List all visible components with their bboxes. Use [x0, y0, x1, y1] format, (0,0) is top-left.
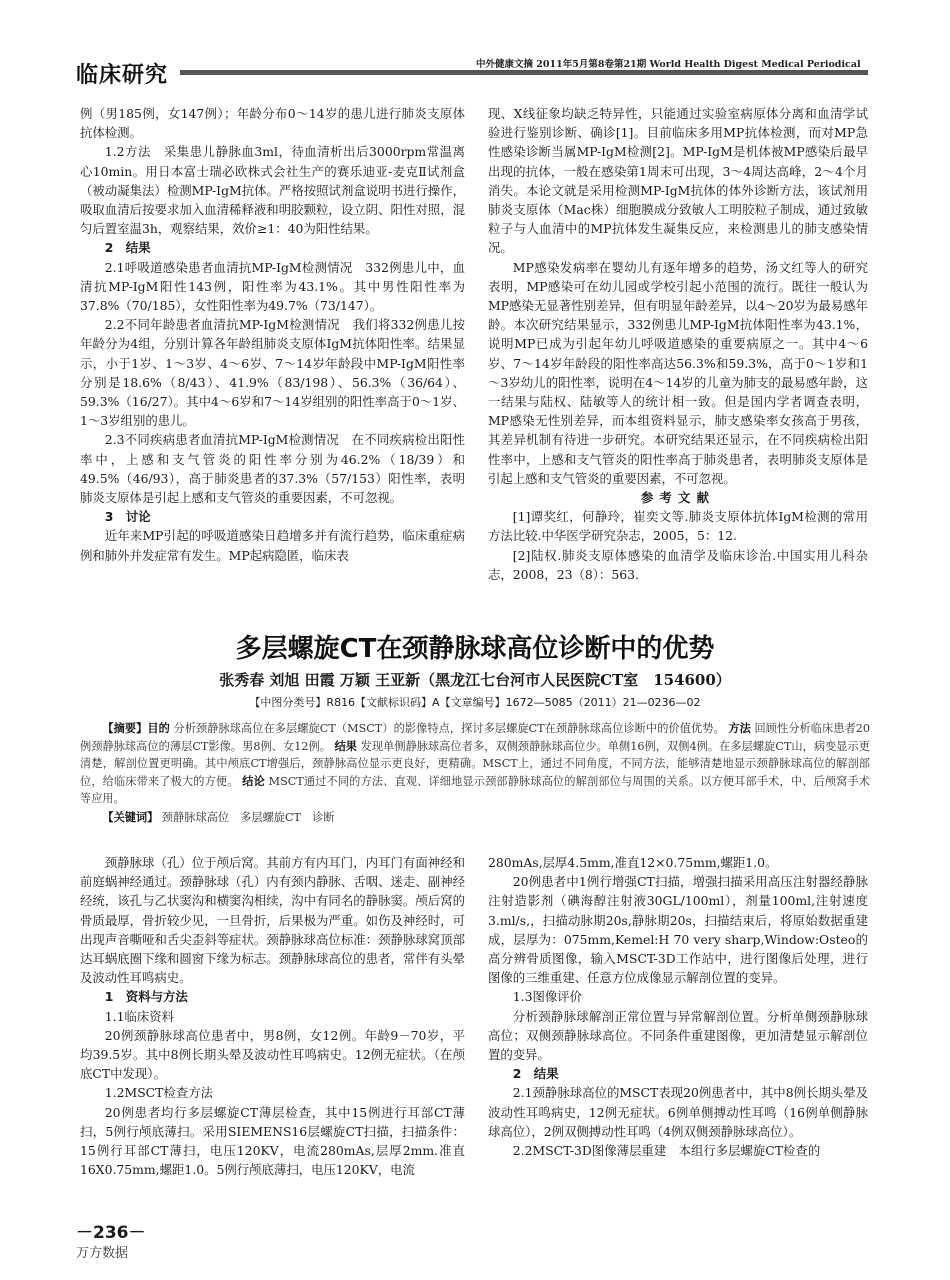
abstract-text	[80, 720, 870, 808]
bottom-left-column	[80, 853, 465, 1193]
page-number: －236－	[76, 1223, 146, 1243]
subsection-heading: 1.2MSCT检查方法	[104, 1085, 213, 1101]
header-rule	[180, 70, 868, 75]
watermark: 万方数据	[76, 1246, 129, 1261]
section-heading: 2 结果	[104, 240, 151, 256]
paragraph: 2.3不同疾病患者血清抗MP-IgM检测情况 在不同疾病检出阳性率中，上感和支气管炎的阳性率分别为46.2%（18/39）和49.5%（46/93），高于肺炎患者的37.3%（57/153）阳性率，表明肺炎支原体是引起上感和支气管炎的重要因素，不可忽视。	[80, 432, 465, 506]
abstract-conclusion: MSCT通过不同的方法、直观、详细地显示颈部静脉球高位的解剖部位与周围的关系。以方便耳部手术，中、后颅窝手术等应用。	[80, 774, 870, 805]
section-title: 临床研究	[76, 63, 169, 88]
paragraph: MP感染发病率在婴幼儿有逐年增多的趋势，汤文红等人的研究表明，MP感染可在幼儿园或学校引起小范围的流行。既往一般认为MP感染无显著性别差异，但有明显年龄差异，以4～20岁为最易感年龄。本次研究结果显示，332例患儿MP-IgM抗体阳性率为43.1%，说明MP已成为引起年幼儿呼吸道感染的重要病原之一。其中4～6岁、7～14岁年龄段的阳性率高达56.3%和59.3%，高于0～1岁和1～3岁幼儿的阳性率，说明在4～14岁的儿童为肺支的最易感年龄，这一结果与陆权、陆敏等人的统计相一致。但是国内学者调查表明，MP感染无性别差异，而本组资料显示，肺支感染率女孩高于男孩，其差异机制有待进一步研究。本研究结果还显示，在不同疾病检出阳性率中，上感和支气管炎的阳性率高于肺炎患者，表明肺炎支原体是引起上感和支气管炎的重要因素，不可忽视。	[488, 259, 868, 486]
paragraph: 分析颈静脉球解剖正常位置与异常解剖位置。分析单侧颈静脉球高位；双侧颈静脉球高位。不同条件重建图像，更加清楚显示解剖位置的变异。	[488, 1008, 868, 1063]
paragraph: 20例患者均行多层螺旋CT薄层检查，其中15例进行耳部CT薄扫，5例行颅底薄扫。采用SIEMENS16层螺旋CT扫描，扫描条件：15例行耳部CT薄扫，电压120KV，电流280mAs,层厚2mm.准直16X0.75mm,螺距1.0。5例行颅底薄扫，电压120KV，电流	[80, 1104, 465, 1178]
top-left-column	[80, 104, 465, 594]
paragraph: 20例颈静脉球高位患者中，男8例，女12例。年龄9－70岁，平均39.5岁。其中8例长期头晕及波动性耳鸣病史。12例无症状。（在颅底CT中发现）。	[80, 1027, 465, 1082]
abstract-result: 发现单侧静脉球高位者多，双侧颈静脉球高位少。单侧16例，双侧4例。在多层螺旋CT山，病变显示更清楚，解剖位置更明确。其中颅底CT增强后，颈静脉高位显示更良好，更精确。MSCT上，通过不同角度，不同方法，能够清楚地显示颈静脉球高位的解剖部位，给临床带来了极大的方便。	[80, 739, 870, 788]
journal-info: 中外健康文摘 2011年5月第8卷第21期 World Health Digest Medical Periodical	[476, 59, 861, 70]
keywords-text: 颈静脉球高位 多层螺旋CT 诊断	[161, 810, 335, 824]
paragraph: 现、X线征象均缺乏特异性，只能通过实验室病原体分离和血清学试验进行鉴别诊断、确诊[1]。目前临床多用MP抗体检测，而对MP急性感染诊断当属MP-IgM检测[2]。MP-IgM是机体被MP感染后最早出现的抗体，一般在感染第1周末可出现，3～4周达高峰，2～4个月消失。本论文就是采用检测MP-IgM抗体的体外诊断方法，该试剂用肺炎支原体（Mac株）细胞膜成分致敏人工明胶粒子制成，通过致敏粒子与人血清中的MP抗体发生凝集反应，来检测患儿的肺支感染情况。	[488, 106, 868, 256]
abstract-method: 回顾性分析临床患者20例颈静脉球高位的薄层CT影像。男8例、女12例。	[80, 722, 870, 753]
subsection-heading: 1.3图像评价	[512, 989, 583, 1005]
references-heading: 参考文献	[640, 490, 716, 506]
section-heading: 3 讨论	[104, 509, 151, 525]
article-authors: 张秀春 刘旭 田霞 万颖 王亚新（黑龙江七台河市人民医院CT室 154600）	[219, 671, 731, 689]
paragraph: 2.1颈静脉球高位的MSCT表现20例患者中，其中8例长期头晕及波动性耳鸣病史，12例无症状。6例单侧搏动性耳鸣（16例单侧静脉球高位），2例双侧搏动性耳鸣（4例双侧颈静脉球高位）。	[488, 1085, 868, 1139]
section-heading: 1 资料与方法	[104, 989, 188, 1005]
method-label: 方法	[728, 722, 751, 735]
keywords-label: 【关键词】	[102, 810, 159, 824]
abstract-purpose: 分析颈静脉球高位在多层螺旋CT（MSCT）的影像特点，探讨多层螺旋CT在颈静脉球高位诊断中的价值优势。	[173, 722, 725, 735]
result-label: 结果	[334, 739, 358, 753]
paragraph: 280mAs,层厚4.5mm,准直12×0.75mm,螺距1.0。	[488, 855, 778, 870]
reference-item: [2]陆权.肺炎支原体感染的血清学及临床诊治.中国实用儿科杂志，2008，23（8）：563.	[488, 547, 868, 582]
abstract-block	[80, 720, 870, 826]
article-classification: 【中图分类号】R816【文献标识码】A【文章编号】1672—5085（2011）21—0236—02	[249, 696, 701, 709]
paragraph: 2.1呼吸道感染患者血清抗MP-IgM检测情况 332例患儿中，血清抗MP-IgM阳性143例，阳性率为43.1%。其中男性阳性率为37.8%（70/185），女性阳性率为49.7%（73/147）。	[80, 259, 465, 314]
top-right-column	[488, 104, 868, 594]
keywords	[80, 809, 870, 827]
bottom-right-column	[488, 853, 868, 1193]
paragraph: 2.2MSCT-3D图像薄层重建 本组行多层螺旋CT检查的	[512, 1143, 821, 1159]
article-title: 多层螺旋CT在颈静脉球高位诊断中的优势	[235, 634, 715, 664]
subsection-heading: 1.1临床资料	[104, 1008, 175, 1024]
reference-item: [1]谭奖红，何静玲，崔奕文等.肺炎支原体抗体IgM检测的常用方法比较.中华医学研究杂志，2005，5：12.	[488, 509, 868, 544]
abstract-label: 【摘要】目的	[102, 722, 170, 735]
paragraph: 例（男185例，女147例）；年龄分布0～14岁的患儿进行肺炎支原体抗体检测。	[80, 106, 465, 141]
paragraph: 近年来MP引起的呼吸道感染日趋增多并有流行趋势，临床重症病例和肺外并发症常有发生。MP起病隐匿，临床表	[80, 528, 465, 563]
paragraph: 20例患者中1例行增强CT扫描，增强扫描采用高压注射器经静脉注射造影剂（碘海醇注射液30GL/100ml），剂量100ml,注射速度3.ml/s,，扫描动脉期20s,静脉期20s，扫描结束后，将原始数据重建成，层厚为：075mm,Kemel:H 70 very sharp,Window:Osteo的高分辨骨质图像，输入MSCT-3D工作站中，进行图像后处理，进行图像的三维重建、任意方位成像显示解剖位置的变异。	[488, 874, 868, 986]
paragraph: 颈静脉球（孔）位于颅后窝。其前方有内耳门，内耳门有面神经和前庭蜗神经通过。颈静脉球（孔）内有颈内静脉、舌咽、迷走、副神经经统，该孔与乙状窦沟和横窦沟相续，沟中有同名的静脉窦。颅后窝的骨质最厚，骨折较少见，一旦骨折，后果极为严重。如伤及神经时，可出现声音嘶哑和舌尖歪斜等症状。颈静脉球高位标准：颈静脉球窝顶部达耳蜗底圈下缘和圆窗下缘为标志。颈静脉球高位的患者，常伴有头晕及波动性耳鸣病史。	[80, 855, 465, 986]
paragraph: 1.2方法 采集患儿静脉血3ml，待血清析出后3000rpm常温离心10min。用日本富士瑞必欧株式会社生产的赛乐迪亚-麦克Ⅱ试剂盒（被动凝集法）检测MP-IgM抗体。严格按照试剂盒说明书进行操作，吸取血清后按要求加入血清稀释液和明胶颗粒，设立阴、阳性对照，混匀后置室温3h，观察结果，效价≥1：40为阳性结果。	[80, 144, 465, 237]
paragraph: 2.2不同年龄患者血清抗MP-IgM检测情况 我们将332例患儿按年龄分为4组，分别计算各年龄组肺炎支原体IgM抗体阳性率。结果显示，小于1岁、1～3岁、4～6岁、7～14岁年龄段中MP-IgM阳性率分别是18.6%（8/43）、41.9%（83/198）、56.3%（36/64）、59.3%（16/27）。其中4～6岁和7～14岁组别的阳性率高于0～1岁、1～3岁组别的患儿。	[80, 317, 465, 429]
section-heading: 2 结果	[512, 1066, 559, 1082]
conclusion-label: 结论	[242, 774, 265, 788]
